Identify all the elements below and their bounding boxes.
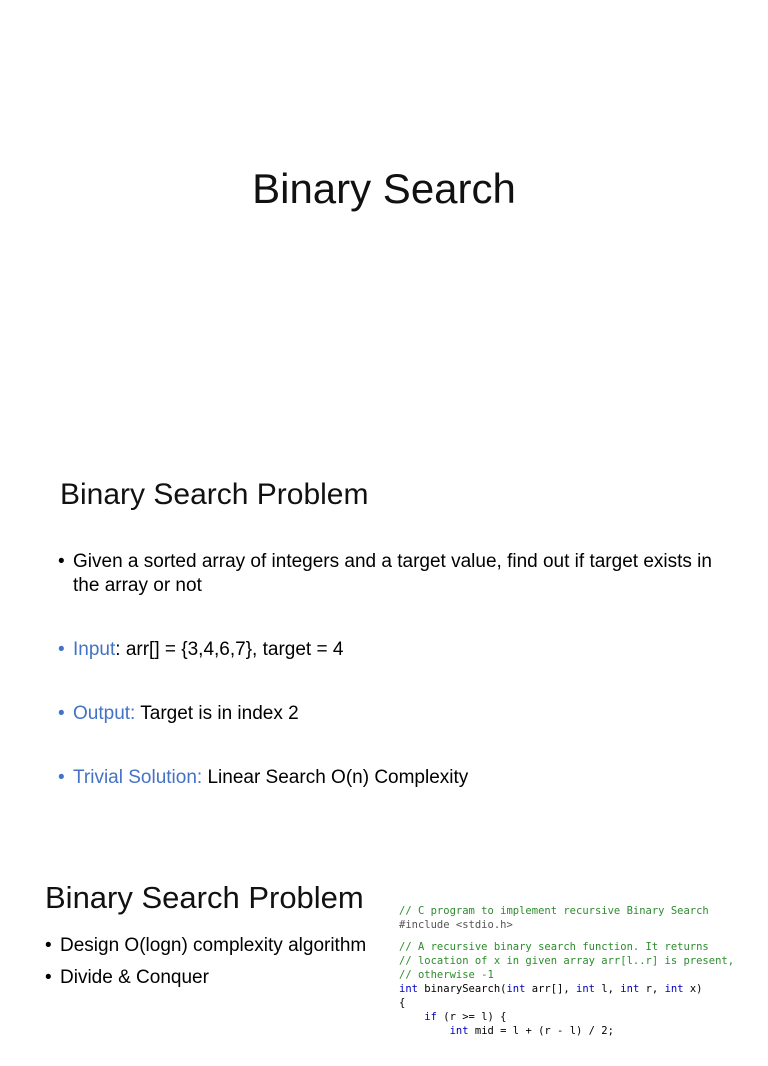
bullet-list [45, 930, 366, 994]
code-if-line: if (r >= l) { [424, 1011, 507, 1023]
code-mid-line: int mid = l + (r - l) / 2; [449, 1025, 614, 1037]
bullet-description [58, 550, 718, 598]
title-slide [0, 0, 768, 420]
slide-heading: Binary Search Problem [45, 880, 364, 915]
code-comment-line: // A recursive binary search function. It returns [399, 941, 709, 953]
problem-slide [0, 440, 768, 840]
code-comment-line: // otherwise -1 [399, 969, 494, 981]
bullet-label: Trivial Solution: [73, 767, 203, 788]
code-comment-line: // C program to implement recursive Binary Search [399, 905, 709, 917]
bullet-text: Linear Search O(n) Complexity [202, 767, 469, 788]
bullet-text: Target is in index 2 [135, 703, 299, 724]
bullet-label: Input [73, 639, 116, 660]
bullet-label: Output: [73, 703, 136, 724]
bullet-text: : arr[] = {3,4,6,7}, target = 4 [115, 639, 344, 660]
bullet-input [58, 638, 718, 662]
slide-title: Binary Search [252, 165, 516, 212]
code-function-signature: int binarySearch(int arr[], int l, int r, int x) [399, 983, 703, 995]
code-comment-line: // location of x in given array arr[l..r] is present, [399, 955, 735, 967]
code-snippet [399, 890, 759, 1066]
bullet-trivial-solution [58, 766, 718, 790]
bullet-text: Given a sorted array of integers and a target value, find out if target exists in the array or not [73, 551, 712, 596]
code-brace-line: { [399, 997, 406, 1009]
bullet-design: • Design O(logn) complexity algorithm [45, 930, 366, 962]
bullet-output [58, 702, 718, 726]
bullet-divide-conquer: • Divide & Conquer [45, 962, 366, 994]
slide-heading: Binary Search Problem [60, 478, 369, 511]
code-include-line: #include <stdio.h> [399, 919, 513, 931]
bullet-list [58, 550, 718, 790]
algorithm-slide [0, 850, 768, 1037]
